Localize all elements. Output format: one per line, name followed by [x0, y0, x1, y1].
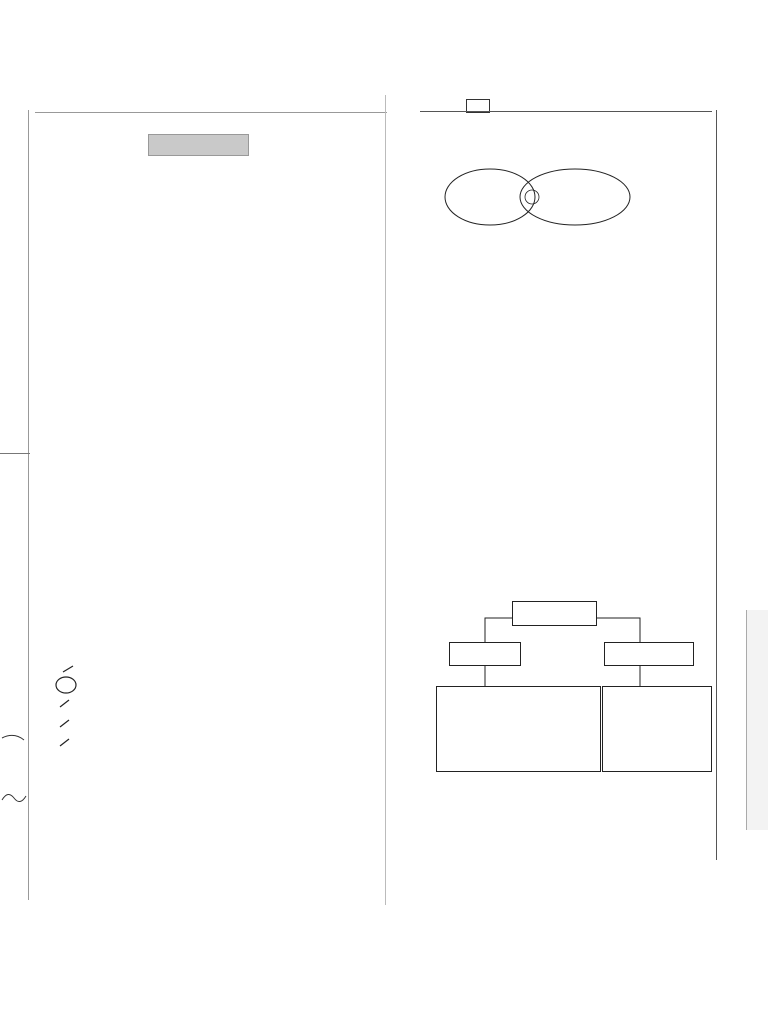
section-title-bar [148, 134, 249, 156]
venn-diagram [440, 140, 640, 235]
margin-scribble [0, 720, 40, 810]
header-rule [420, 111, 712, 112]
column-divider [716, 110, 717, 860]
question-43-image [746, 610, 768, 830]
q39-connectors [440, 610, 710, 690]
page-top-border [35, 112, 387, 113]
handwritten-marks [55, 660, 115, 760]
page-gutter [385, 95, 386, 905]
q39-right-items [602, 686, 712, 772]
q39-left-items [436, 686, 601, 772]
left-divider [0, 453, 30, 454]
